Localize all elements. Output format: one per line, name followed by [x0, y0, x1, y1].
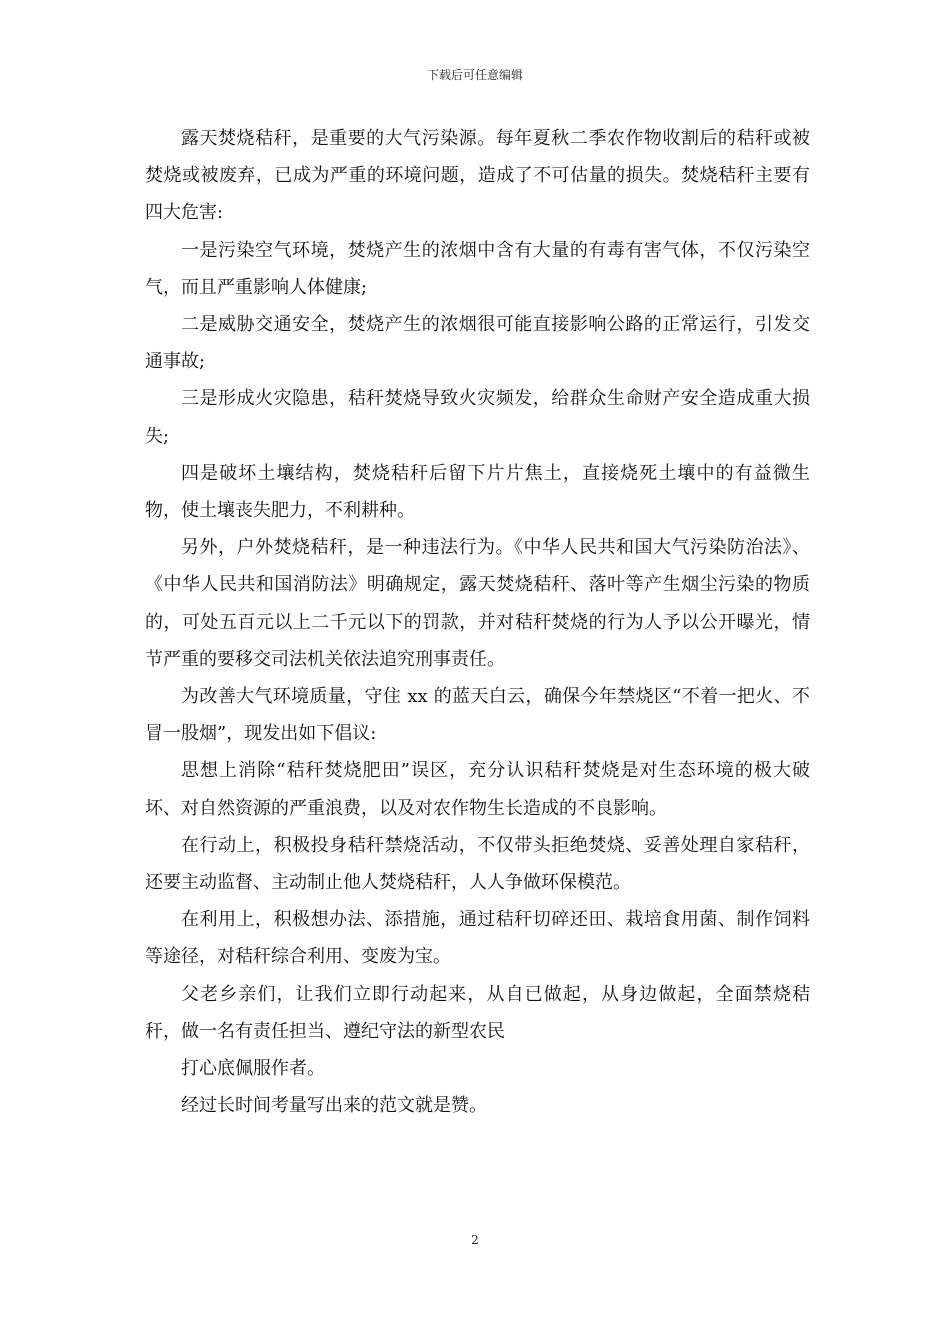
- paragraph: 三是形成火灾隐患，秸秆焚烧导致火灾频发，给群众生命财产安全造成重大损失;: [145, 388, 810, 447]
- paragraph: 思想上消除“秸秆焚烧肥田”误区，充分认识秸秆焚烧是对生态环境的极大破坏、对自然资源的严重浪费，以及对农作物生长造成的不良影响。: [145, 760, 810, 819]
- paragraph: 二是威胁交通安全，焚烧产生的浓烟很可能直接影响公路的正常运行，引发交通事故;: [145, 314, 810, 373]
- document-body: [145, 120, 810, 1124]
- page-number: 2: [471, 1233, 479, 1247]
- paragraph: 一是污染空气环境，焚烧产生的浓烟中含有大量的有毒有害气体，不仅污染空气，而且严重影响人体健康;: [145, 239, 810, 298]
- page-header: 下载后可任意编辑: [426, 68, 523, 82]
- paragraph: 在行动上，积极投身秸秆禁烧活动，不仅带头拒绝焚烧、妥善处理自家秸秆，还要主动监督、主动制止他人焚烧秸秆，人人争做环保模范。: [145, 834, 810, 894]
- paragraph: 打心底佩服作者。: [181, 1058, 325, 1080]
- paragraph: 另外，户外焚烧秸秆，是一种违法行为。《中华人民共和国大气污染防治法》、《中华人民共和国消防法》明确规定，露天焚烧秸秆、落叶等产生烟尘污染的物质的，可处五百元以上二千元以下的罚款，并对秸秆焚烧的行为人予以公开曝光，情节严重的要移交司法机关依法追究刑事责任。: [145, 537, 810, 670]
- paragraph: 经过长时间考量写出来的范文就是赞。: [181, 1095, 487, 1117]
- paragraph: 四是破坏土壤结构，焚烧秸秆后留下片片焦土，直接烧死土壤中的有益微生物，使土壤丧失肥力，不利耕种。: [145, 462, 810, 522]
- paragraph: 在利用上，积极想办法、添措施，通过秸秆切碎还田、栽培食用菌、制作饲料等途径，对秸秆综合利用、变废为宝。: [145, 909, 810, 968]
- paragraph: 为改善大气环境质量，守住 xx 的蓝天白云，确保今年禁烧区“不着一把火、不冒一股烟”，现发出如下倡议:: [145, 686, 810, 745]
- paragraph: 露天焚烧秸秆，是重要的大气污染源。每年夏秋二季农作物收割后的秸秆或被焚烧或被废弃，已成为严重的环境问题，造成了不可估量的损失。焚烧秸秆主要有四大危害:: [145, 128, 810, 224]
- paragraph: 父老乡亲们，让我们立即行动起来，从自已做起，从身边做起，全面禁烧秸秆，做一名有责任担当、遵纪守法的新型农民: [145, 983, 810, 1042]
